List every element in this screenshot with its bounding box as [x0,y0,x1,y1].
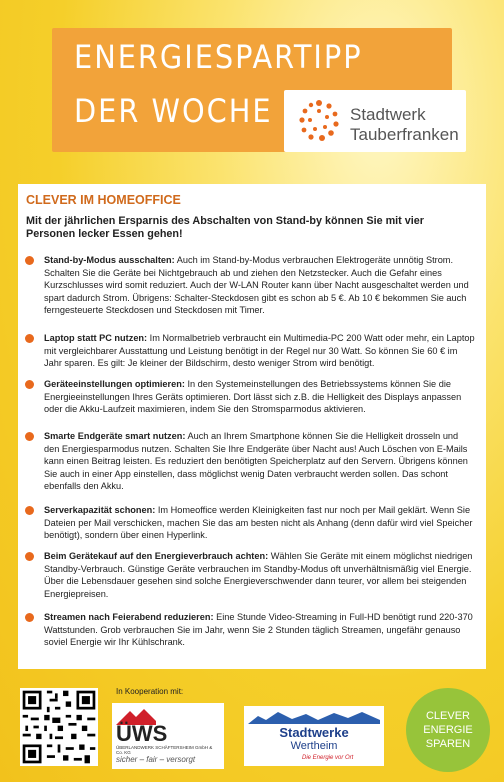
tip-item [44,254,476,317]
title-line-1: ENERGIESPARTIPP [74,38,363,76]
tip-text: Auch im Stand-by-Modus verbrauchen Elektrogeräte unnötig Strom. Schalten Sie die Geräte bei Nichtgebrauch ab und ziehen den Netzstecker. Auch die Gefahr eines Kurzschlusses wird somit reduziert. Auch der W-LAN Router kann über Nacht ausgeschaltet werden und spart dadurch Strom. Übrigens: Schalter-Steckdosen gibt es schon ab 5 €. Ab 10 € bekommen Sie auch ferngesteuerte Steckdosen und Steckdosen mit Timer. [44,255,469,316]
bullet-icon [25,256,34,265]
bullet-icon [25,334,34,343]
tip-text: Eine Stunde Video-Streaming in Full-HD benötigt rund 220-370 Wattstunden. Grob verbrauchen Sie im Jahr, wenn Sie 2 Stunden täglich Streamen, ungefähr genauso soviel Energie wir Ihr Kühlschrank. [44,612,473,648]
qr-code-icon[interactable] [20,688,98,766]
stadtwerke-wertheim-logo [244,706,384,766]
bullet-icon [25,432,34,441]
bullet-icon [25,613,34,622]
tip-item [44,504,476,542]
badge-line-3: SPAREN [425,738,471,750]
bullet-icon [25,506,34,515]
section-heading: CLEVER IM HOMEOFFICE [26,193,181,207]
badge-line-1: CLEVER [425,710,471,722]
tip-title: Stand-by-Modus ausschalten: [44,255,175,265]
tip-item [44,378,476,416]
uews-name: ÜWS [116,721,168,746]
stadtwerk-logo [284,90,466,152]
uews-logo [112,703,224,769]
tip-title: Smarte Endgeräte smart nutzen: [44,431,186,441]
tip-title: Geräteeinstellungen optimieren: [44,379,185,389]
bullet-icon [25,380,34,389]
badge-line-2: ENERGIE [423,724,473,736]
cooperation-label: In Kooperation mit: [116,687,184,696]
tip-item [44,430,476,493]
uews-slogan: sicher – fair – versorgt [116,755,196,764]
tip-item [44,550,476,600]
tip-text: In den Systemeinstellungen des Betriebssystems können Sie die Energieeinstellungen Ihres Geräts optimieren. Dort lässt sich z.B. die Helligkeit des Displays anpassen oder die Akku-Laufzeit maximieren, indem Sie den Stromsparmodus aktivieren. [44,379,462,415]
logo-line-2: Tauberfranken [350,125,459,144]
bullet-icon [25,552,34,561]
logo-line-1: Stadtwerk [350,105,426,124]
wertheim-skyline-icon [248,710,380,724]
tip-item [44,332,476,370]
clever-energie-sparen-badge [406,688,490,772]
tip-text: Auch an Ihrem Smartphone können Sie die Helligkeit drosseln und den Energiesparmodus nutzen. Schalten Sie Ihre Endgeräte über Nacht aus! Auch Löschen von E-Mails kann einen Beitrag leisten. Es reduziert den benötigten Speicherplatz auf den Servern. Übrigens können Sie auch in einer App einstellen, dass möglichst wenig Daten verbraucht werden sollen. Das schont ebenfalls den Akku. [44,431,468,492]
tip-title: Serverkapazität schonen: [44,505,156,515]
tips-panel [18,184,486,669]
title-line-2: DER WOCHE [74,92,273,130]
uews-subtitle: ÜBERLANDWERK SCHÄFTERSHEIM GmbH & Co. KG [116,745,213,755]
tip-item [44,611,476,649]
tip-text: Im Normalbetrieb verbraucht ein Multimedia-PC 200 Watt oder mehr, ein Laptop mit vergleichbarer Ausstattung und Leistung benötigt in der Regel nur 30 Watt. So können Sie 60 € im Jahr sparen. Es gilt: Je kleiner der Bildschirm, desto weniger Strom wird benötigt. [44,333,475,369]
sw-slogan: Die Energie vor Ort [302,755,354,761]
tip-text: Im Homeoffice werden Kleinigkeiten fast nur noch per Mail geklärt. Wenn Sie Dateien per Mail verschicken, machen Sie das am besten nicht als Anhang (denn dafür wird viel Speicher benötigt), sondern über einen Hyperlink. [44,505,473,541]
tip-text: Wählen Sie Geräte mit einem möglichst niedrigen Standby-Verbrauch. Günstige Geräte verbrauchen im Standby-Modus oft unverhältnismäßig viel Energie. Über die Lebensdauer gesehen sind solche Energieverschwender dann teurer, vor allem bei steigenden Energiepreisen. [44,551,473,599]
tip-title: Laptop statt PC nutzen: [44,333,148,343]
sw-name: Stadtwerke [279,725,349,740]
sw-city: Wertheim [290,740,338,752]
sun-logo-icon [296,98,342,144]
intro-text: Mit der jährlichen Ersparnis des Abschalten von Stand-by können Sie mit vier Personen lecker Essen gehen! [26,215,424,240]
tip-title: Beim Gerätekauf auf den Energieverbrauch achten: [44,551,269,561]
tip-title: Streamen nach Feierabend reduzieren: [44,612,214,622]
